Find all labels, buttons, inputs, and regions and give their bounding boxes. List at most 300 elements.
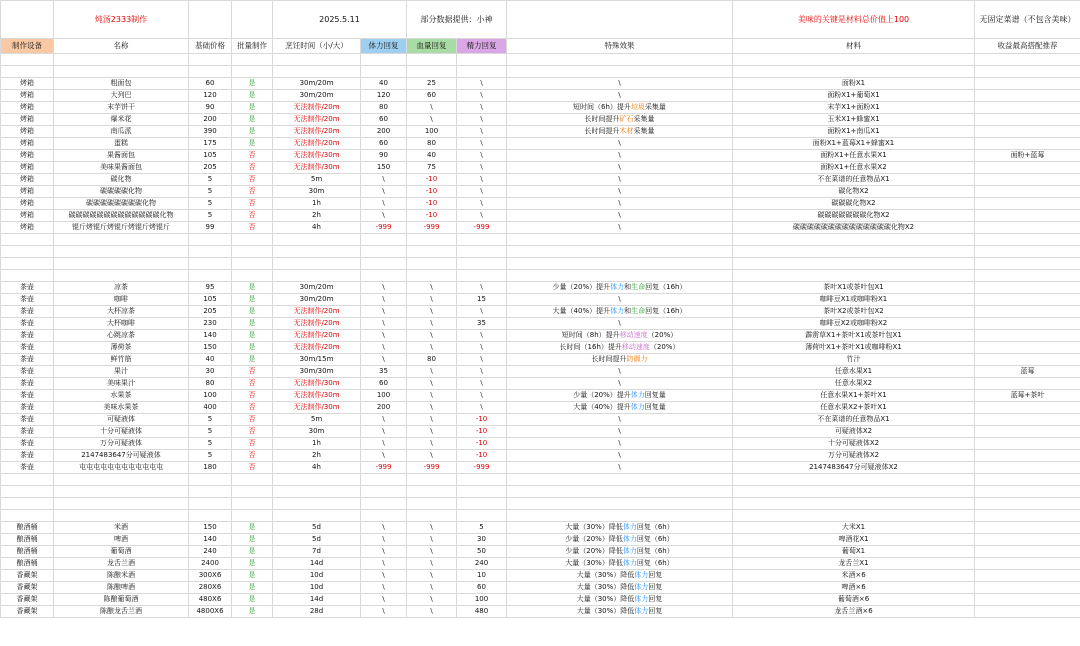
header-price: 基础价格	[189, 39, 232, 54]
header-time: 烹饪时间（小/大）	[273, 39, 361, 54]
recommend-cell	[975, 330, 1080, 342]
effect-segment: 生命	[631, 307, 646, 316]
hp-cell: -999	[407, 462, 457, 474]
hp-cell: \	[407, 450, 457, 462]
empty-cell	[273, 510, 361, 522]
device-cell: 烤箱	[1, 90, 54, 102]
recommend-cell	[975, 450, 1080, 462]
material-cell: 面粉X1+蓝莓X1+蜂蜜X1	[733, 138, 975, 150]
hp-cell: \	[407, 330, 457, 342]
effect-segment: \	[618, 199, 621, 208]
energy-cell: \	[457, 114, 507, 126]
empty-cell	[407, 258, 457, 270]
batch-cell: 是	[232, 522, 273, 534]
empty-cell	[273, 270, 361, 282]
stamina-cell: \	[361, 426, 407, 438]
device-cell: 茶壶	[1, 306, 54, 318]
header-stamina: 体力回复	[361, 39, 407, 54]
material-cell: 碳碳碳碳碳碳碳化物X2	[733, 210, 975, 222]
hp-cell: \	[407, 102, 457, 114]
recommend-cell	[975, 102, 1080, 114]
recommend-cell	[975, 582, 1080, 594]
name-cell: 屯屯屯屯屯屯屯屯屯屯屯屯	[54, 462, 189, 474]
stamina-cell: \	[361, 174, 407, 186]
price-cell: 100	[189, 390, 232, 402]
empty-cell	[273, 498, 361, 510]
device-cell: 茶壶	[1, 390, 54, 402]
name-cell: 果酱面包	[54, 150, 189, 162]
recommend-cell	[975, 534, 1080, 546]
price-cell: 300X6	[189, 570, 232, 582]
effect-segment: 回复	[648, 571, 663, 580]
recommend-cell	[975, 90, 1080, 102]
effect-segment: 矿石	[619, 115, 634, 124]
price-cell: 240	[189, 546, 232, 558]
batch-cell: 是	[232, 318, 273, 330]
time-cell: 5m	[273, 174, 361, 186]
effect-segment: 回复量	[644, 391, 666, 400]
material-cell: 不在菜谱的任意物品X1	[733, 174, 975, 186]
hp-cell: \	[407, 306, 457, 318]
empty-cell	[407, 474, 457, 486]
effect-cell	[507, 102, 733, 114]
device-cell: 茶壶	[1, 330, 54, 342]
effect-segment: 和	[624, 307, 632, 316]
recommend-cell	[975, 570, 1080, 582]
batch-cell: 否	[232, 426, 273, 438]
energy-cell: 240	[457, 558, 507, 570]
effect-cell	[507, 402, 733, 414]
recommend-cell	[975, 126, 1080, 138]
hp-cell: -10	[407, 198, 457, 210]
empty-cell	[54, 66, 189, 78]
material-cell: 玉米X1+蜂蜜X1	[733, 114, 975, 126]
time-cell: 5m	[273, 414, 361, 426]
empty-cell	[457, 510, 507, 522]
table-row	[1, 522, 1080, 534]
time-cell: 30m/20m	[273, 90, 361, 102]
price-cell: 99	[189, 222, 232, 234]
price-cell: 4800X6	[189, 606, 232, 618]
recommend-cell	[975, 438, 1080, 450]
price-cell: 95	[189, 282, 232, 294]
price-cell: 5	[189, 198, 232, 210]
hp-cell: -10	[407, 186, 457, 198]
empty-cell	[1, 510, 54, 522]
time-cell: 1h	[273, 438, 361, 450]
recommend-cell	[975, 414, 1080, 426]
table-row	[1, 534, 1080, 546]
table-row	[1, 390, 1080, 402]
batch-cell: 是	[232, 294, 273, 306]
stamina-cell: \	[361, 282, 407, 294]
name-cell: 碳碳碳碳碳碳碳碳化物	[54, 198, 189, 210]
empty-cell	[189, 66, 232, 78]
name-cell: 鲜竹筋	[54, 354, 189, 366]
table-row	[1, 606, 1080, 618]
price-cell: 90	[189, 102, 232, 114]
table-row	[1, 402, 1080, 414]
effect-cell	[507, 342, 733, 354]
energy-cell: 5	[457, 522, 507, 534]
device-cell: 香藏架	[1, 594, 54, 606]
time-cell: 2h	[273, 450, 361, 462]
hp-cell: \	[407, 438, 457, 450]
effect-segment: 大量（30%）降低	[576, 571, 635, 580]
name-cell: 陈酿龙舌兰酒	[54, 606, 189, 618]
effect-segment: 长时间提升	[591, 355, 627, 364]
energy-cell: 15	[457, 294, 507, 306]
recommend-cell	[975, 222, 1080, 234]
empty-cell	[54, 54, 189, 66]
effect-cell	[507, 606, 733, 618]
effect-cell	[507, 282, 733, 294]
time-cell: 无法制作/30m	[273, 402, 361, 414]
name-cell: 米酒	[54, 522, 189, 534]
empty-cell	[975, 498, 1080, 510]
material-cell: 咖啡豆X1或咖啡粉X1	[733, 294, 975, 306]
batch-cell: 是	[232, 342, 273, 354]
stamina-cell: -999	[361, 222, 407, 234]
effect-segment: 回复（6h）	[636, 535, 674, 544]
table-row	[1, 114, 1080, 126]
material-cell: 面粉X1+葡萄X1	[733, 90, 975, 102]
effect-segment: 回复	[648, 595, 663, 604]
material-cell: 龙舌兰酒×6	[733, 606, 975, 618]
hp-cell: \	[407, 366, 457, 378]
empty-cell	[1, 258, 54, 270]
stamina-cell: 200	[361, 126, 407, 138]
device-cell: 烤箱	[1, 78, 54, 90]
device-cell: 酿酒桶	[1, 534, 54, 546]
table-row	[1, 366, 1080, 378]
empty-row	[1, 54, 1080, 66]
effect-segment: \	[618, 223, 621, 232]
name-cell: 锟斤烤锟斤烤锟斤烤锟斤烤锟斤	[54, 222, 189, 234]
empty-cell	[232, 258, 273, 270]
empty-cell	[407, 234, 457, 246]
price-cell: 105	[189, 294, 232, 306]
device-cell: 烤箱	[1, 138, 54, 150]
batch-cell: 是	[232, 570, 273, 582]
energy-cell: \	[457, 102, 507, 114]
effect-segment: 大量（30%）降低	[576, 595, 635, 604]
name-cell: 碳碳碳碳化物	[54, 186, 189, 198]
energy-cell: \	[457, 78, 507, 90]
hp-cell: \	[407, 534, 457, 546]
batch-cell: 是	[232, 582, 273, 594]
empty-row	[1, 246, 1080, 258]
batch-cell: 否	[232, 222, 273, 234]
price-cell: 140	[189, 534, 232, 546]
stamina-cell: 120	[361, 90, 407, 102]
empty-cell	[407, 54, 457, 66]
hp-cell: \	[407, 606, 457, 618]
effect-segment: 大量（30%）降低	[576, 607, 635, 616]
price-cell: 150	[189, 342, 232, 354]
recommend-cell	[975, 198, 1080, 210]
time-cell: 1h	[273, 198, 361, 210]
effect-cell	[507, 294, 733, 306]
effect-segment: 防御力	[626, 355, 648, 364]
device-cell: 茶壶	[1, 462, 54, 474]
name-cell: 碳化物	[54, 174, 189, 186]
device-cell: 茶壶	[1, 294, 54, 306]
time-cell: 30m/30m	[273, 366, 361, 378]
name-cell: 蛋糕	[54, 138, 189, 150]
effect-segment: 回复	[648, 583, 663, 592]
name-cell: 啤酒	[54, 534, 189, 546]
energy-cell: \	[457, 90, 507, 102]
header-batch: 批量制作	[232, 39, 273, 54]
header-name: 名称	[54, 39, 189, 54]
price-cell: 40	[189, 354, 232, 366]
name-cell: 可疑液体	[54, 414, 189, 426]
data-credit: 部分数据提供：小神	[407, 1, 507, 39]
effect-cell	[507, 78, 733, 90]
effect-segment: \	[618, 319, 621, 328]
empty-cell	[273, 246, 361, 258]
name-cell: 大杯咖啡	[54, 318, 189, 330]
energy-cell: 480	[457, 606, 507, 618]
price-cell: 280X6	[189, 582, 232, 594]
effect-cell	[507, 354, 733, 366]
device-cell: 烤箱	[1, 186, 54, 198]
energy-cell: -10	[457, 450, 507, 462]
empty-cell	[457, 498, 507, 510]
empty-cell	[975, 474, 1080, 486]
header-effect: 特殊效果	[507, 39, 733, 54]
effect-cell	[507, 186, 733, 198]
effect-segment: 体力	[622, 559, 637, 568]
hp-cell: 60	[407, 90, 457, 102]
energy-cell: 30	[457, 534, 507, 546]
recommend-cell	[975, 306, 1080, 318]
stamina-cell: \	[361, 342, 407, 354]
empty-cell	[457, 54, 507, 66]
hp-cell: \	[407, 342, 457, 354]
version-date: 2025.5.11	[273, 1, 407, 39]
empty-cell	[407, 486, 457, 498]
empty-cell	[457, 246, 507, 258]
empty-cell	[1, 246, 54, 258]
price-cell: 175	[189, 138, 232, 150]
hp-cell: \	[407, 294, 457, 306]
effect-segment: 体力	[630, 403, 645, 412]
table-row	[1, 426, 1080, 438]
empty-cell	[733, 486, 975, 498]
effect-cell	[507, 114, 733, 126]
price-cell: 5	[189, 426, 232, 438]
effect-cell	[507, 138, 733, 150]
empty-cell	[189, 498, 232, 510]
effect-segment: \	[618, 163, 621, 172]
name-cell: 龙舌兰酒	[54, 558, 189, 570]
empty-cell	[507, 246, 733, 258]
name-cell: 碳碳碳碳碳碳碳碳碳碳碳碳碳化物	[54, 210, 189, 222]
price-cell: 2400	[189, 558, 232, 570]
empty-cell	[457, 234, 507, 246]
hp-cell: \	[407, 558, 457, 570]
empty-cell	[361, 246, 407, 258]
stamina-cell: \	[361, 330, 407, 342]
effect-cell	[507, 330, 733, 342]
effect-segment: 回复	[648, 607, 663, 616]
recommend-cell	[975, 294, 1080, 306]
table-row	[1, 150, 1080, 162]
table-row	[1, 306, 1080, 318]
hp-cell: \	[407, 378, 457, 390]
header-row	[1, 39, 1080, 54]
time-cell: 14d	[273, 594, 361, 606]
energy-cell: 35	[457, 318, 507, 330]
batch-cell: 否	[232, 462, 273, 474]
table-row	[1, 354, 1080, 366]
effect-segment: 回复（6h）	[636, 523, 674, 532]
batch-cell: 是	[232, 594, 273, 606]
empty-cell	[407, 246, 457, 258]
name-cell: 美味果汁	[54, 378, 189, 390]
material-cell: 任意水果X2	[733, 378, 975, 390]
name-cell: 大列巴	[54, 90, 189, 102]
energy-cell: \	[457, 198, 507, 210]
recommend-cell	[975, 342, 1080, 354]
effect-cell	[507, 390, 733, 402]
price-cell: 205	[189, 162, 232, 174]
recommend-cell	[975, 522, 1080, 534]
device-cell: 茶壶	[1, 426, 54, 438]
device-cell: 烤箱	[1, 126, 54, 138]
stamina-cell: \	[361, 186, 407, 198]
time-cell: 4h	[273, 222, 361, 234]
effect-segment: 体力	[610, 307, 625, 316]
empty-cell	[1, 270, 54, 282]
table-row	[1, 330, 1080, 342]
empty-cell	[232, 234, 273, 246]
empty-cell	[232, 498, 273, 510]
stamina-cell: \	[361, 570, 407, 582]
time-cell: 5d	[273, 522, 361, 534]
effect-segment: \	[618, 175, 621, 184]
material-cell: 可疑液体X2	[733, 426, 975, 438]
empty-cell	[189, 270, 232, 282]
stamina-cell: \	[361, 606, 407, 618]
recommend-cell	[975, 318, 1080, 330]
empty-cell	[507, 270, 733, 282]
device-cell: 茶壶	[1, 402, 54, 414]
empty-cell	[232, 270, 273, 282]
time-cell: 无法制作/20m	[273, 138, 361, 150]
table-row	[1, 90, 1080, 102]
table-row	[1, 438, 1080, 450]
empty-cell	[189, 258, 232, 270]
effect-cell	[507, 366, 733, 378]
empty-cell	[54, 498, 189, 510]
name-cell: 心跳凉茶	[54, 330, 189, 342]
effect-cell	[507, 534, 733, 546]
energy-cell: -10	[457, 438, 507, 450]
empty-row	[1, 486, 1080, 498]
recommend-cell	[975, 594, 1080, 606]
device-cell: 茶壶	[1, 342, 54, 354]
empty-cell	[273, 66, 361, 78]
price-cell: 400	[189, 402, 232, 414]
material-cell: 大米X1	[733, 522, 975, 534]
effect-segment: 少量（20%）提升	[573, 391, 631, 400]
time-cell: 30m	[273, 426, 361, 438]
device-cell: 茶壶	[1, 318, 54, 330]
batch-cell: 否	[232, 162, 273, 174]
table-row	[1, 318, 1080, 330]
effect-segment: 大量（30%）降低	[565, 523, 623, 532]
batch-cell: 是	[232, 330, 273, 342]
effect-cell	[507, 522, 733, 534]
effect-cell	[507, 150, 733, 162]
material-cell: 碳化物X2	[733, 186, 975, 198]
recommend-cell	[975, 174, 1080, 186]
effect-segment: 和	[624, 283, 632, 292]
header-energy: 精力回复	[457, 39, 507, 54]
effect-segment: 回复（16h）	[645, 307, 687, 316]
hp-cell: \	[407, 414, 457, 426]
empty-cell	[975, 54, 1080, 66]
energy-cell: \	[457, 186, 507, 198]
effect-cell	[507, 378, 733, 390]
device-cell: 烤箱	[1, 102, 54, 114]
name-cell: 薄荷茶	[54, 342, 189, 354]
empty-cell	[189, 474, 232, 486]
effect-segment: 大量（30%）降低	[576, 583, 635, 592]
stamina-cell: \	[361, 582, 407, 594]
material-cell: 任意水果X2+茶叶X1	[733, 402, 975, 414]
author-credit: 炖汤2333制作	[54, 1, 189, 39]
batch-cell: 否	[232, 150, 273, 162]
effect-segment: 大量（40%）提升	[552, 307, 611, 316]
empty-cell	[361, 234, 407, 246]
empty-cell	[975, 258, 1080, 270]
hp-cell: -999	[407, 222, 457, 234]
empty-row	[1, 510, 1080, 522]
price-cell: 140	[189, 330, 232, 342]
table-row	[1, 414, 1080, 426]
empty-cell	[361, 486, 407, 498]
batch-cell: 是	[232, 114, 273, 126]
recommend-cell	[975, 114, 1080, 126]
device-cell: 茶壶	[1, 378, 54, 390]
name-cell: 美味水果茶	[54, 402, 189, 414]
name-cell: 南瓜派	[54, 126, 189, 138]
energy-cell: -10	[457, 426, 507, 438]
empty-cell	[273, 486, 361, 498]
device-cell: 酿酒桶	[1, 546, 54, 558]
empty-cell	[507, 66, 733, 78]
empty-cell	[1, 54, 54, 66]
device-cell: 酿酒桶	[1, 522, 54, 534]
empty-cell	[361, 498, 407, 510]
material-cell: 面粉X1	[733, 78, 975, 90]
hp-cell: 80	[407, 354, 457, 366]
table-row	[1, 282, 1080, 294]
header-device: 制作设备	[1, 39, 54, 54]
batch-cell: 是	[232, 78, 273, 90]
material-cell: 葡萄X1	[733, 546, 975, 558]
energy-cell: \	[457, 126, 507, 138]
device-cell: 香藏架	[1, 606, 54, 618]
time-cell: 无法制作/30m	[273, 150, 361, 162]
effect-cell	[507, 90, 733, 102]
energy-cell: \	[457, 306, 507, 318]
empty-cell	[507, 474, 733, 486]
